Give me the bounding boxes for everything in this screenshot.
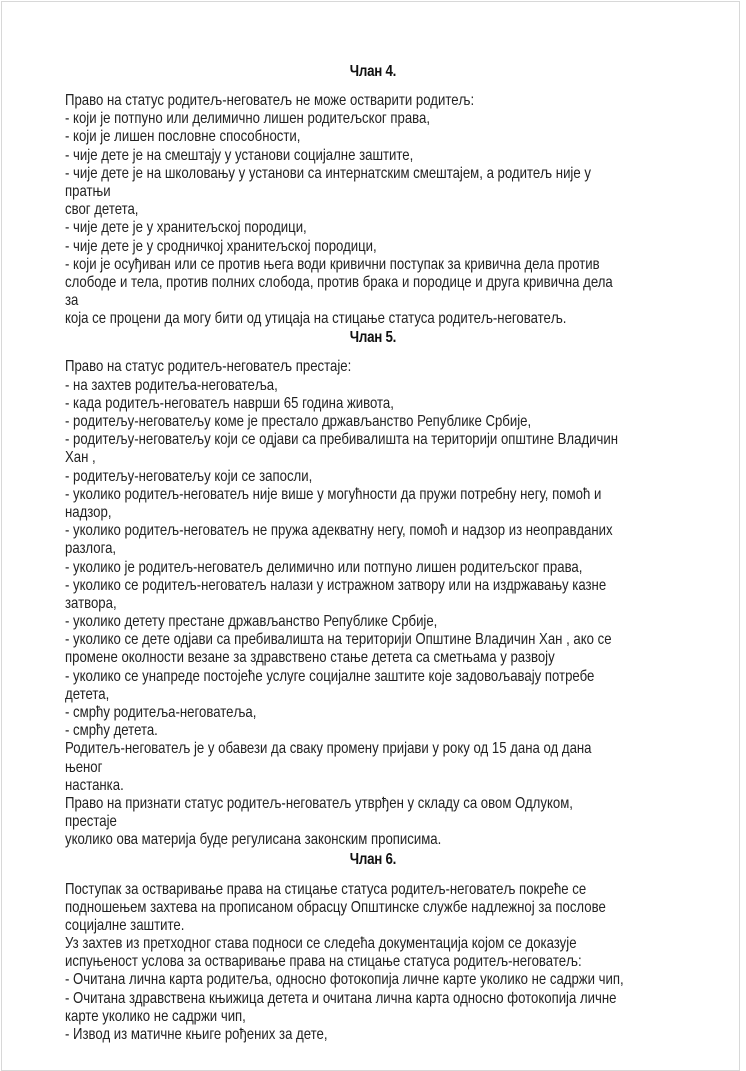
text-line: - који је осуђиван или се против њега води кривични поступак за кривична дела против [65, 255, 600, 273]
text-line: - родитељу-неговатељу коме је престало држављанство Републике Србије, [65, 413, 532, 430]
text-line: - уколико детету престане држављанство Републике Србије, [65, 613, 438, 631]
article-6-body [65, 881, 745, 1045]
text-line: Уз захтев из претходног става подноси се следећа документација којом се доказује [65, 935, 577, 953]
text-line: - родитељу-неговатељу који се запосли, [65, 467, 313, 485]
article-4-body [65, 92, 745, 328]
text-line: - уколико се унапреде постојеће услуге социјалне заштите које задовољавају потребе [65, 667, 595, 685]
article-6-heading [0, 850, 746, 870]
text-line: надзор, [65, 503, 112, 521]
text-line: - чије дете је у хранитељској породици, [65, 219, 307, 237]
text-line: - на захтев родитеља-неговатеља, [65, 376, 278, 394]
text-line: - Очитана лична карта родитеља, односно фотокопија личне карте уколико не садржи чип, [65, 971, 624, 989]
text-line: - чије дете је у сродничкој хранитељској породици, [65, 237, 377, 255]
text-line: - уколико се родитељ-неговатељ налази у истражном затвору или на издржавању казне [65, 576, 607, 594]
text-line: карте уколико не садржи чип, [65, 1007, 246, 1025]
text-line: настанка. [65, 776, 124, 794]
text-line: подношењем захтева на прописаном обрасцу Општинске службе надлежној за послове [65, 898, 606, 916]
text-line: свог детета, [65, 201, 139, 219]
text-line: Право на статус родитељ-неговатељ не може остварити родитељ: [65, 92, 475, 109]
text-line: затвора, [65, 594, 117, 612]
text-line: Родитељ-неговатељ је у обавези да сваку промену пријави у року од 15 дана од дана [65, 740, 592, 758]
text-line: уколико ова материја буде регулисана законским прописима. [65, 831, 442, 849]
text-line: - уколико родитељ-неговатељ није више у могућности да пружи потребну негу, помоћ и [65, 485, 602, 503]
text-line: - уколико родитељ-неговатељ не пружа адекватну негу, помоћ и надзор из неоправданих [65, 522, 613, 540]
text-line: - уколико је родитељ-неговатељ делимично или потпуно лишен родитељског права, [65, 558, 583, 576]
text-line: Право на статус родитељ-неговатељ престаје: [65, 358, 352, 376]
text-line: детета, [65, 685, 110, 703]
article-4-title: Члан 4. [349, 63, 397, 80]
text-line: Право на признати статус родитељ-неговатељ утврђен у складу са овом Одлуком, [65, 794, 573, 812]
text-line: - уколико се дете одјави са пребивалишта на територији Општине Владичин Хан , ако се [65, 631, 612, 649]
text-line: - који је потпуно или делимично лишен родитељског права, [65, 110, 431, 128]
text-line: Поступак за остваривање права на стицање статуса родитељ-неговатељ покреће се [65, 880, 587, 898]
text-line: - смрћу родитеља-неговатеља, [65, 704, 257, 721]
text-line: социјалне заштите. [65, 916, 185, 934]
text-line: - чије дете је на смештају у установи социјалне заштите, [65, 146, 414, 164]
text-line: - Очитана здравствена књижица детета и очитана лична карта односно фотокопија личне [65, 989, 617, 1007]
text-line: - Извод из матичне књиге рођених за дете, [65, 1026, 328, 1043]
text-line: Хан , [65, 449, 96, 467]
text-line: - чије дете је на школовању у установи са интернатским смештајем, а родитељ није у [65, 164, 591, 182]
article-6-title: Члан 6. [349, 850, 397, 868]
article-5-heading [0, 328, 746, 348]
text-line: - родитељу-неговатељу који се одјави са пребивалишта на територији општине Владичин [65, 431, 618, 449]
text-line: разлога, [65, 540, 117, 558]
article-5-body [65, 358, 745, 849]
text-line: - када родитељ-неговатељ наврши 65 година живота, [65, 394, 394, 412]
document-content [0, 62, 746, 1044]
text-line: - смрћу детета. [65, 722, 158, 740]
text-line: која се процени да могу бити од утицаја на стицање статуса родитељ-неговатељ. [65, 310, 567, 328]
article-4-heading [0, 62, 746, 82]
text-line: престаје [65, 813, 117, 831]
text-line: слободе и тела, против полних слобода, против брака и породице и друга кривична дела [65, 273, 613, 291]
text-line: промене околности везане за здравствено стање детета са сметњама у развоју [65, 649, 555, 667]
text-line: за [65, 292, 79, 310]
text-line: њеног [65, 758, 103, 776]
text-line: пратњи [65, 182, 111, 200]
text-line: испуњеност услова за остваривање права на стицање статуса родитељ-неговатељ: [65, 953, 582, 971]
article-5-title: Члан 5. [349, 329, 397, 347]
text-line: - који је лишен пословне способности, [65, 128, 301, 146]
